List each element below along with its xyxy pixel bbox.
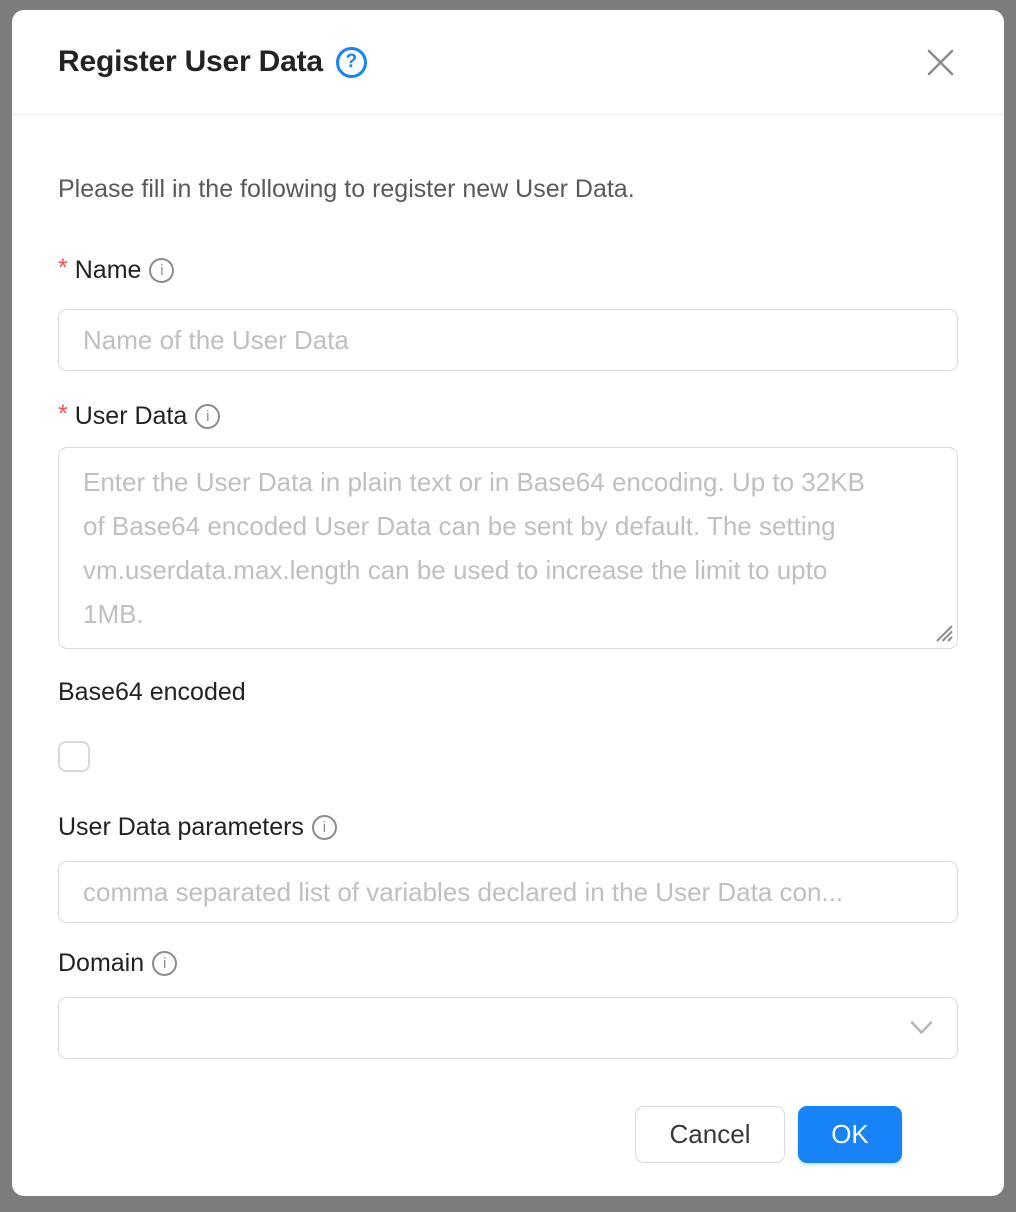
info-icon[interactable]: i [152, 951, 177, 976]
page-title: Register User Data [58, 45, 323, 78]
ok-button[interactable]: OK [798, 1106, 902, 1163]
userdata-field-label [58, 399, 958, 433]
info-icon[interactable]: i [312, 815, 337, 840]
domain-select[interactable] [58, 997, 958, 1059]
base64-checkbox[interactable] [58, 741, 90, 772]
chevron-down-icon [910, 1021, 933, 1036]
base64-field-label [58, 675, 958, 709]
modal-body [12, 115, 1004, 1163]
userdata-label-text: User Data [74, 401, 188, 430]
userdata-textarea[interactable] [58, 447, 958, 649]
userdata-textarea-wrap [58, 447, 958, 649]
domain-label-text: Domain [58, 948, 145, 977]
name-input[interactable] [58, 309, 958, 371]
params-field-label [58, 810, 958, 844]
close-button[interactable] [920, 42, 960, 82]
name-label-text: Name [74, 255, 142, 284]
required-mark: * [58, 253, 68, 282]
base64-label-text: Base64 encoded [58, 677, 246, 706]
info-icon[interactable]: i [195, 404, 220, 429]
close-icon [925, 47, 956, 78]
register-user-data-modal [12, 10, 1004, 1196]
modal-footer [58, 1106, 958, 1163]
required-mark: * [58, 399, 68, 428]
help-icon[interactable]: ? [336, 47, 367, 78]
params-input[interactable] [58, 861, 958, 923]
name-field-label [58, 253, 958, 287]
modal-header [12, 10, 1004, 115]
info-icon[interactable]: i [149, 258, 174, 283]
cancel-button[interactable]: Cancel [635, 1106, 785, 1163]
params-label-text: User Data parameters [58, 812, 304, 841]
domain-field-label [58, 946, 958, 980]
intro-text: Please fill in the following to register new User Data. [58, 175, 635, 203]
